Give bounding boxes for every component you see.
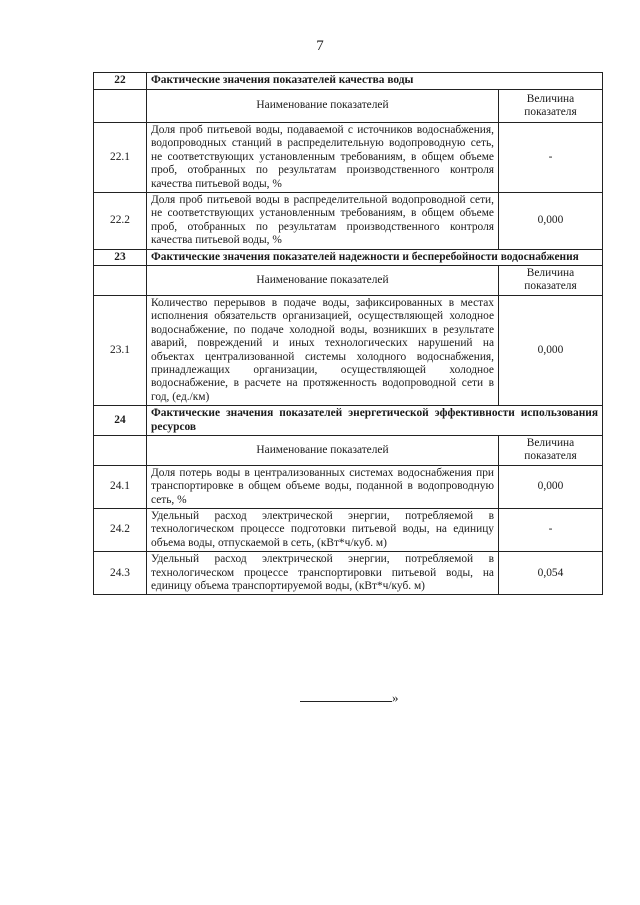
row-description: Количество перерывов в подаче воды, зафиксированных в местах исполнения обязательств организацией, осуществляющей холодное водоснабжение, по подаче холодной воды, возникших в результате аварий, повреждений и иных технологических нарушений на объектах централизованной системы холодного водоснабжения, принадлежащих организации, осуществляющей холодное водоснабжение, в расчете на протяженность водопроводной сети в год, (ед./км) xyxy=(147,295,499,405)
row-number: 24.1 xyxy=(94,465,147,508)
table-row xyxy=(94,123,603,193)
section-title: Фактические значения показателей энергетической эффективности использования ресурсов xyxy=(147,406,603,436)
row-description: Удельный расход электрической энергии, потребляемой в технологическом процессе транспортировки питьевой воды, на единицу объема транспортируемой воды, (кВт*ч/куб. м) xyxy=(147,552,499,595)
column-header-name: Наименование показателей xyxy=(147,90,499,123)
closing-mark xyxy=(300,690,399,706)
column-header-row xyxy=(94,90,603,123)
section-header-row xyxy=(94,73,603,90)
row-description: Доля проб питьевой воды в распределительной водопроводной сети, не соответствующих установленным требованиям, в общем объеме проб, отобранных по результатам производственного контроля качества питьевой воды, % xyxy=(147,193,499,250)
row-number: 22.2 xyxy=(94,193,147,250)
row-number: 24.3 xyxy=(94,552,147,595)
signature-line xyxy=(300,690,392,702)
empty-cell xyxy=(94,435,147,465)
section-title: Фактические значения показателей качества воды xyxy=(147,73,603,90)
row-value: 0,054 xyxy=(499,552,603,595)
row-description: Удельный расход электрической энергии, потребляемой в технологическом процессе подготовки питьевой воды, на единицу объема воды, отпускаемой в сеть, (кВт*ч/куб. м) xyxy=(147,508,499,551)
column-header-name: Наименование показателей xyxy=(147,266,499,296)
section-header-row xyxy=(94,406,603,436)
row-number: 22.1 xyxy=(94,123,147,193)
indicators-table xyxy=(93,72,603,595)
section-title: Фактические значения показателей надежности и бесперебойности водоснабжения xyxy=(147,249,603,265)
row-value: 0,000 xyxy=(499,193,603,250)
column-header-value: Величина показателя xyxy=(499,266,603,296)
row-value: 0,000 xyxy=(499,465,603,508)
table-row xyxy=(94,295,603,405)
section-header-row xyxy=(94,249,603,265)
section-number: 24 xyxy=(94,406,147,436)
column-header-value: Величина показателя xyxy=(499,435,603,465)
section-number: 22 xyxy=(94,73,147,90)
row-description: Доля потерь воды в централизованных системах водоснабжения при транспортировке в общем объеме воды, поданной в водопроводную сеть, % xyxy=(147,465,499,508)
row-value: - xyxy=(499,123,603,193)
row-value: - xyxy=(499,508,603,551)
column-header-row xyxy=(94,435,603,465)
column-header-value: Величина показателя xyxy=(499,90,603,123)
row-value: 0,000 xyxy=(499,295,603,405)
table-row xyxy=(94,508,603,551)
empty-cell xyxy=(94,266,147,296)
column-header-name: Наименование показателей xyxy=(147,435,499,465)
row-description: Доля проб питьевой воды, подаваемой с источников водоснабжения, водопроводных станций в распределительную водопроводную сеть, не соответствующих установленным требованиям, в общем объеме проб, отобранных по результатам производственного контроля качества питьевой воды, % xyxy=(147,123,499,193)
table-row xyxy=(94,193,603,250)
row-number: 23.1 xyxy=(94,295,147,405)
closing-quote: » xyxy=(392,690,399,705)
column-header-row xyxy=(94,266,603,296)
section-number: 23 xyxy=(94,249,147,265)
empty-cell xyxy=(94,90,147,123)
page-number: 7 xyxy=(316,38,324,54)
row-number: 24.2 xyxy=(94,508,147,551)
table-row xyxy=(94,552,603,595)
table-row xyxy=(94,465,603,508)
